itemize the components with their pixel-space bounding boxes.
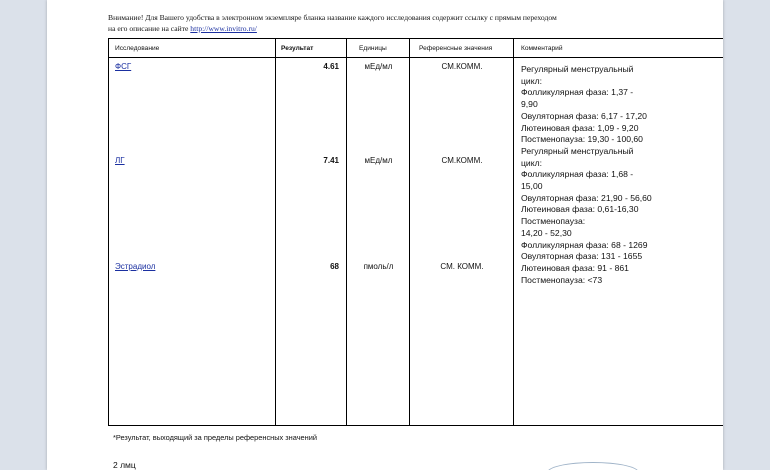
header-divider <box>109 57 723 58</box>
comment-line: 9,90 <box>521 99 538 110</box>
comment-line: Постменопауза: 19,30 - 100,60 <box>521 134 643 145</box>
page-number: 2 лмц <box>113 460 136 470</box>
result-estradiol: 68 <box>330 262 339 271</box>
comment-line: Фолликулярная фаза: 1,68 - <box>521 169 634 180</box>
notice-line-1: Внимание! Для Вашего удобства в электронном экземпляре бланка название каждого исследования содержит ссылку с прямым переходом <box>108 13 557 22</box>
notice-text <box>108 12 708 34</box>
reference-fsh: СМ.КОММ. <box>441 62 483 71</box>
comment-line: Регулярный менструальный <box>521 64 634 74</box>
notice-line-2 <box>108 23 708 34</box>
test-link-lh[interactable]: ЛГ <box>115 156 125 165</box>
document-page <box>47 0 723 470</box>
notice-line-2-prefix: на его описание на сайте <box>108 24 191 33</box>
header-test: Исследование <box>115 45 160 52</box>
comment-line: Овуляторная фаза: 131 - 1655 <box>521 251 643 262</box>
comment-line: Лютеиновая фаза: 91 - 861 <box>521 262 629 273</box>
table-row <box>115 62 131 71</box>
header-units: Единицы <box>359 45 387 52</box>
test-link-estradiol[interactable]: Эстрадиол <box>115 262 156 271</box>
footnote: *Результат, выходящий за пределы референсных значений <box>113 433 318 442</box>
comment-line: Фолликулярная фаза: 1,37 - <box>521 87 634 98</box>
comment-line: Регулярный менструальный <box>521 145 634 156</box>
table-row <box>115 262 155 271</box>
comment-line: цикл: <box>521 157 542 168</box>
header-result: Результат <box>281 45 314 52</box>
reference-estradiol: СМ. КОММ. <box>440 262 484 271</box>
column-result <box>276 39 347 425</box>
comment-line: Постменопауза: <73 <box>521 274 603 285</box>
column-test <box>109 39 276 425</box>
comment-line: Фолликулярная фаза: 68 - 1269 <box>521 239 648 250</box>
units-lh: мЕд/мл <box>364 156 393 165</box>
comment-line: Лютеиновая фаза: 1,09 - 9,20 <box>521 122 639 133</box>
invitro-site-link[interactable]: http://www.invitro.ru/ <box>190 24 257 33</box>
column-units <box>347 39 410 425</box>
comment-line: цикл: <box>521 75 542 86</box>
comment-line: 14,20 - 52,30 <box>521 227 572 238</box>
test-link-fsh[interactable]: ФСГ <box>115 62 132 71</box>
comment-line: 15,00 <box>521 181 543 192</box>
table-row <box>115 156 125 165</box>
comment-line: Овуляторная фаза: 6,17 - 17,20 <box>521 110 647 121</box>
units-estradiol: пмоль/л <box>363 262 394 271</box>
comment-line: Лютеиновая фаза: 0,61-16,30 <box>521 204 639 215</box>
column-reference <box>410 39 514 425</box>
header-comment: Комментарий <box>521 45 563 52</box>
results-table <box>108 38 723 426</box>
header-reference: Референсные значения <box>419 45 493 52</box>
reference-lh: СМ.КОММ. <box>441 156 483 165</box>
result-fsh: 4.61 <box>323 62 339 71</box>
units-fsh: мЕд/мл <box>364 62 393 71</box>
comment-line: Постменопауза: <box>521 216 586 227</box>
stamp-arc <box>547 462 639 470</box>
comment-line: Овуляторная фаза: 21,90 - 56,60 <box>521 192 652 203</box>
comment-text <box>521 64 723 286</box>
result-lh: 7.41 <box>323 156 339 165</box>
